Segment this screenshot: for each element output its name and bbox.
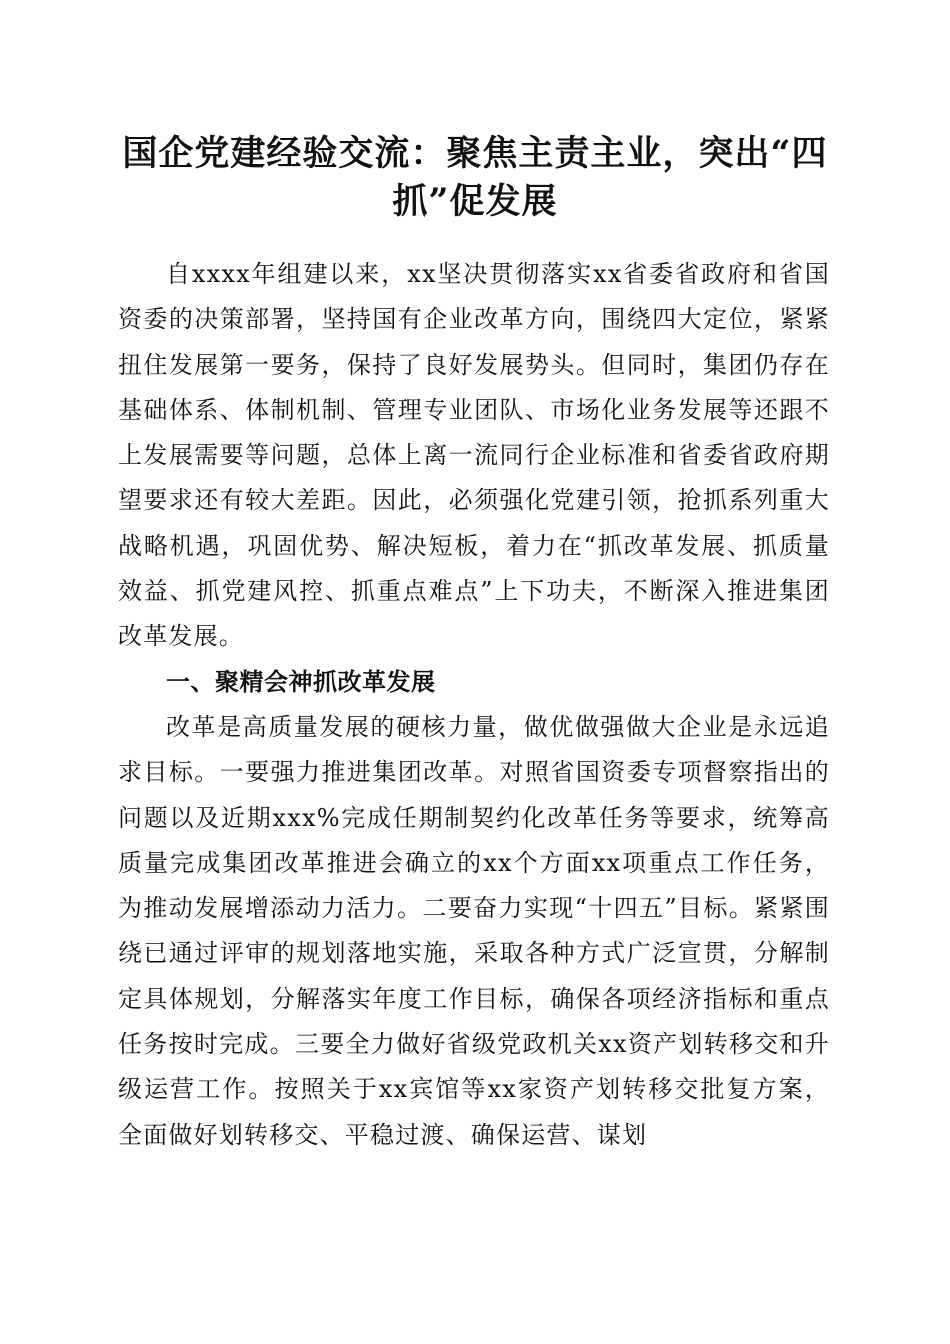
document-body (118, 252, 830, 1158)
section-paragraph: 改革是高质量发展的硬核力量，做优做强做大企业是永远追求目标。一要强力推进集团改革。对照省国资委专项督察指出的问题以及近期xxx%完成任期制契约化改革任务等要求，统筹高质量完成集团改革推进会确立的xx个方面xx项重点工作任务，为推动发展增添动力活力。二要奋力实现“十四五”目标。紧紧围绕已通过评审的规划落地实施，采取各种方式广泛宣贯，分解制定具体规划，分解落实年度工作目标，确保各项经济指标和重点任务按时完成。三要全力做好省级党政机关xx资产划转移交和升级运营工作。按照关于xx宾馆等xx家资产划转移交批复方案，全面做好划转移交、平稳过渡、确保运营、谋划 (118, 712, 830, 1149)
section-heading: 一、聚精会神抓改革发展 (166, 667, 436, 696)
intro-paragraph: 自xxxx年组建以来，xx坚决贯彻落实xx省委省政府和省国资委的决策部署，坚持国有企业改革方向，围绕四大定位，紧紧扭住发展第一要务，保持了良好发展势头。但同时，集团仍存在基础体系、体制机制、管理专业团队、市场化业务发展等还跟不上发展需要等问题，总体上离一流同行企业标准和省委省政府期望要求还有较大差距。因此，必须强化党建引领，抢抓系列重大战略机遇，巩固优势、解决短板，着力在“抓改革发展、抓质量效益、抓党建风控、抓重点难点”上下功夫，不断深入推进集团改革发展。 (118, 260, 830, 651)
document-title: 国企党建经验交流：聚焦主责主业，突出“四抓”促发展 (122, 133, 828, 222)
